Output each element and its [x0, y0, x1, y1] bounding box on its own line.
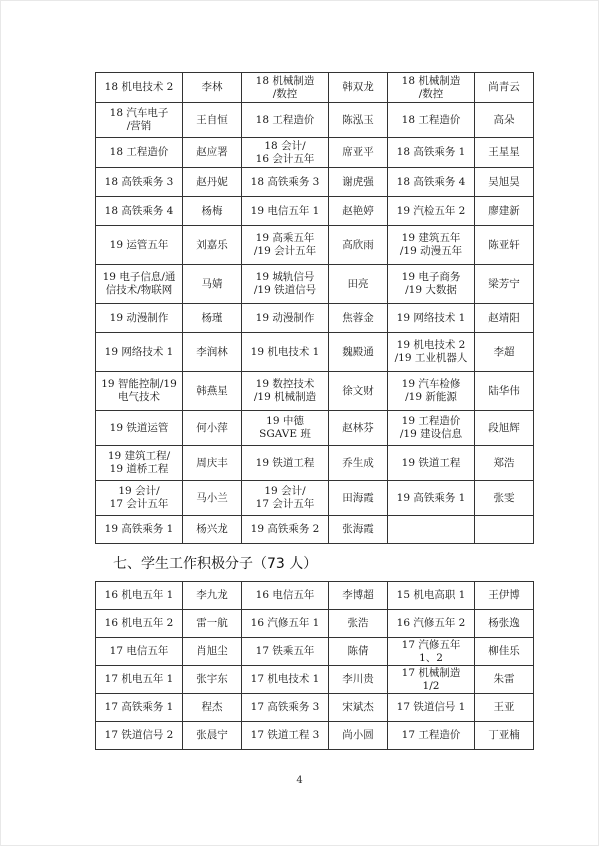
student-name-cell: 廖建新	[475, 197, 534, 226]
student-name-cell: 吴旭昊	[475, 168, 534, 197]
student-name-cell: 杨张逸	[475, 610, 534, 638]
student-name-cell: 杨瑾	[183, 304, 242, 333]
class-cell: 19 运管五年	[96, 226, 183, 265]
student-name-cell: 韩燕星	[183, 372, 242, 411]
student-name-cell: 李润林	[183, 333, 242, 372]
student-name-cell: 张雯	[475, 481, 534, 516]
student-name-cell: 李林	[183, 73, 242, 103]
student-name-cell: 杨兴龙	[183, 516, 242, 544]
class-cell: 18 高铁乘务 3	[96, 168, 183, 197]
class-cell: 17 电信五年	[96, 638, 183, 666]
student-name-cell: 魏殿通	[329, 333, 388, 372]
class-cell: 19 铁道工程	[242, 446, 329, 481]
table-row	[96, 694, 534, 722]
class-cell: 18 高铁乘务 4	[388, 168, 475, 197]
student-name-cell: 李博超	[329, 582, 388, 610]
student-name-cell: 张海霞	[329, 516, 388, 544]
class-cell: 19 汽车检修 /19 新能源	[388, 372, 475, 411]
class-cell: 17 机电技术 1	[242, 666, 329, 694]
student-name-cell: 田海霞	[329, 481, 388, 516]
student-name-cell: 赵丹妮	[183, 168, 242, 197]
student-name-cell: 梁芳宁	[475, 265, 534, 304]
class-cell: 19 机电技术 1	[242, 333, 329, 372]
student-name-cell	[475, 516, 534, 544]
table-row	[96, 722, 534, 750]
table-row	[96, 73, 534, 103]
student-name-cell: 雷一航	[183, 610, 242, 638]
student-name-cell: 马婧	[183, 265, 242, 304]
student-name-cell: 杨梅	[183, 197, 242, 226]
class-cell: 19 中德 SGAVE 班	[242, 411, 329, 446]
class-cell: 19 高乘五年 /19 会计五年	[242, 226, 329, 265]
class-cell: 19 电信五年 1	[242, 197, 329, 226]
student-name-cell: 高朵	[475, 103, 534, 138]
student-name-cell: 王自恒	[183, 103, 242, 138]
student-name-cell: 赵艳婷	[329, 197, 388, 226]
student-name-cell: 赵应署	[183, 138, 242, 168]
table-row	[96, 666, 534, 694]
table-row	[96, 372, 534, 411]
class-cell: 18 工程造价	[242, 103, 329, 138]
student-name-cell: 王伊博	[475, 582, 534, 610]
class-cell: 17 铁道信号 2	[96, 722, 183, 750]
table-row	[96, 168, 534, 197]
student-name-cell: 谢虎强	[329, 168, 388, 197]
class-cell: 18 高铁乘务 3	[242, 168, 329, 197]
class-cell: 16 电信五年	[242, 582, 329, 610]
class-cell: 17 铁道工程 3	[242, 722, 329, 750]
class-cell: 18 会计/ 16 会计五年	[242, 138, 329, 168]
table-row	[96, 638, 534, 666]
table-row	[96, 265, 534, 304]
student-name-cell: 李超	[475, 333, 534, 372]
class-cell: 19 电子商务 /19 大数据	[388, 265, 475, 304]
class-cell: 19 建筑工程/ 19 道桥工程	[96, 446, 183, 481]
class-cell: 19 智能控制/19 电气技术	[96, 372, 183, 411]
student-name-cell: 赵靖阳	[475, 304, 534, 333]
student-name-cell: 周庆丰	[183, 446, 242, 481]
class-cell: 19 会计/ 17 会计五年	[96, 481, 183, 516]
class-cell: 18 高铁乘务 4	[96, 197, 183, 226]
table-row	[96, 610, 534, 638]
student-name-cell: 段旭辉	[475, 411, 534, 446]
class-cell: 17 机电五年 1	[96, 666, 183, 694]
student-name-cell: 席亚平	[329, 138, 388, 168]
student-name-cell: 朱雷	[475, 666, 534, 694]
student-name-cell: 李川贵	[329, 666, 388, 694]
class-cell: 19 网络技术 1	[388, 304, 475, 333]
class-cell: 19 汽检五年 2	[388, 197, 475, 226]
student-name-cell: 张浩	[329, 610, 388, 638]
student-name-cell: 陈泓玉	[329, 103, 388, 138]
student-name-cell: 程杰	[183, 694, 242, 722]
student-name-cell: 高欣雨	[329, 226, 388, 265]
class-cell: 19 建筑五年 /19 动漫五年	[388, 226, 475, 265]
class-cell: 19 城轨信号 /19 铁道信号	[242, 265, 329, 304]
student-name-cell: 焦蓉金	[329, 304, 388, 333]
student-name-cell: 柳佳乐	[475, 638, 534, 666]
student-name-cell: 陈亚轩	[475, 226, 534, 265]
class-cell: 19 工程造价 /19 建设信息	[388, 411, 475, 446]
student-name-cell: 尚青云	[475, 73, 534, 103]
class-cell: 17 工程造价	[388, 722, 475, 750]
class-cell: 16 汽修五年 2	[388, 610, 475, 638]
active-students-table	[95, 581, 534, 750]
student-name-cell: 陈倩	[329, 638, 388, 666]
class-cell: 19 电子信息/通 信技术/物联网	[96, 265, 183, 304]
table-row	[96, 197, 534, 226]
class-cell: 18 汽车电子 /营销	[96, 103, 183, 138]
class-cell: 17 铁道信号 1	[388, 694, 475, 722]
table-row	[96, 103, 534, 138]
honor-table-continued	[95, 72, 534, 544]
student-name-cell: 张晨宁	[183, 722, 242, 750]
class-cell: 17 铁乘五年	[242, 638, 329, 666]
table-row	[96, 411, 534, 446]
table-row	[96, 304, 534, 333]
student-name-cell: 尚小圆	[329, 722, 388, 750]
class-cell: 18 机电技术 2	[96, 73, 183, 103]
class-cell: 16 机电五年 2	[96, 610, 183, 638]
student-name-cell: 丁亚楠	[475, 722, 534, 750]
student-name-cell: 陆华伟	[475, 372, 534, 411]
class-cell: 19 高铁乘务 1	[388, 481, 475, 516]
student-name-cell: 郑浩	[475, 446, 534, 481]
student-name-cell: 马小兰	[183, 481, 242, 516]
class-cell: 19 铁道运管	[96, 411, 183, 446]
class-cell: 19 网络技术 1	[96, 333, 183, 372]
class-cell: 18 机械制造 /数控	[242, 73, 329, 103]
class-cell: 15 机电高职 1	[388, 582, 475, 610]
table-row	[96, 226, 534, 265]
class-cell: 19 高铁乘务 1	[96, 516, 183, 544]
class-cell: 19 会计/ 17 会计五年	[242, 481, 329, 516]
class-cell: 17 高铁乘务 1	[96, 694, 183, 722]
student-name-cell: 肖旭尘	[183, 638, 242, 666]
class-cell: 19 铁道工程	[388, 446, 475, 481]
table-row	[96, 516, 534, 544]
student-name-cell: 韩双龙	[329, 73, 388, 103]
student-name-cell: 张宇东	[183, 666, 242, 694]
class-cell: 19 动漫制作	[96, 304, 183, 333]
class-cell: 17 机械制造 1/2	[388, 666, 475, 694]
student-name-cell: 李九龙	[183, 582, 242, 610]
active-students-table-body	[96, 582, 534, 750]
class-cell: 17 高铁乘务 3	[242, 694, 329, 722]
class-cell: 19 数控技术 /19 机械制造	[242, 372, 329, 411]
class-cell: 16 机电五年 1	[96, 582, 183, 610]
student-name-cell: 刘嘉乐	[183, 226, 242, 265]
student-name-cell: 王亚	[475, 694, 534, 722]
page-number: 4	[296, 775, 303, 786]
section-heading-active-students: 七、学生工作积极分子（73 人）	[113, 556, 318, 572]
class-cell: 19 机电技术 2 /19 工业机器人	[388, 333, 475, 372]
class-cell: 18 机械制造 /数控	[388, 73, 475, 103]
student-name-cell: 何小萍	[183, 411, 242, 446]
student-name-cell: 田亮	[329, 265, 388, 304]
class-cell: 17 汽修五年 1、2	[388, 638, 475, 666]
class-cell: 18 工程造价	[388, 103, 475, 138]
table-row	[96, 481, 534, 516]
table-row	[96, 138, 534, 168]
class-cell: 19 动漫制作	[242, 304, 329, 333]
class-cell: 18 高铁乘务 1	[388, 138, 475, 168]
table-row	[96, 446, 534, 481]
class-cell	[388, 516, 475, 544]
table-row	[96, 333, 534, 372]
student-name-cell: 乔生成	[329, 446, 388, 481]
student-name-cell: 王星星	[475, 138, 534, 168]
table-row	[96, 582, 534, 610]
student-name-cell: 徐文财	[329, 372, 388, 411]
class-cell: 18 工程造价	[96, 138, 183, 168]
student-name-cell: 赵林芬	[329, 411, 388, 446]
class-cell: 19 高铁乘务 2	[242, 516, 329, 544]
class-cell: 16 汽修五年 1	[242, 610, 329, 638]
honor-table-body	[96, 73, 534, 544]
student-name-cell: 宋斌杰	[329, 694, 388, 722]
